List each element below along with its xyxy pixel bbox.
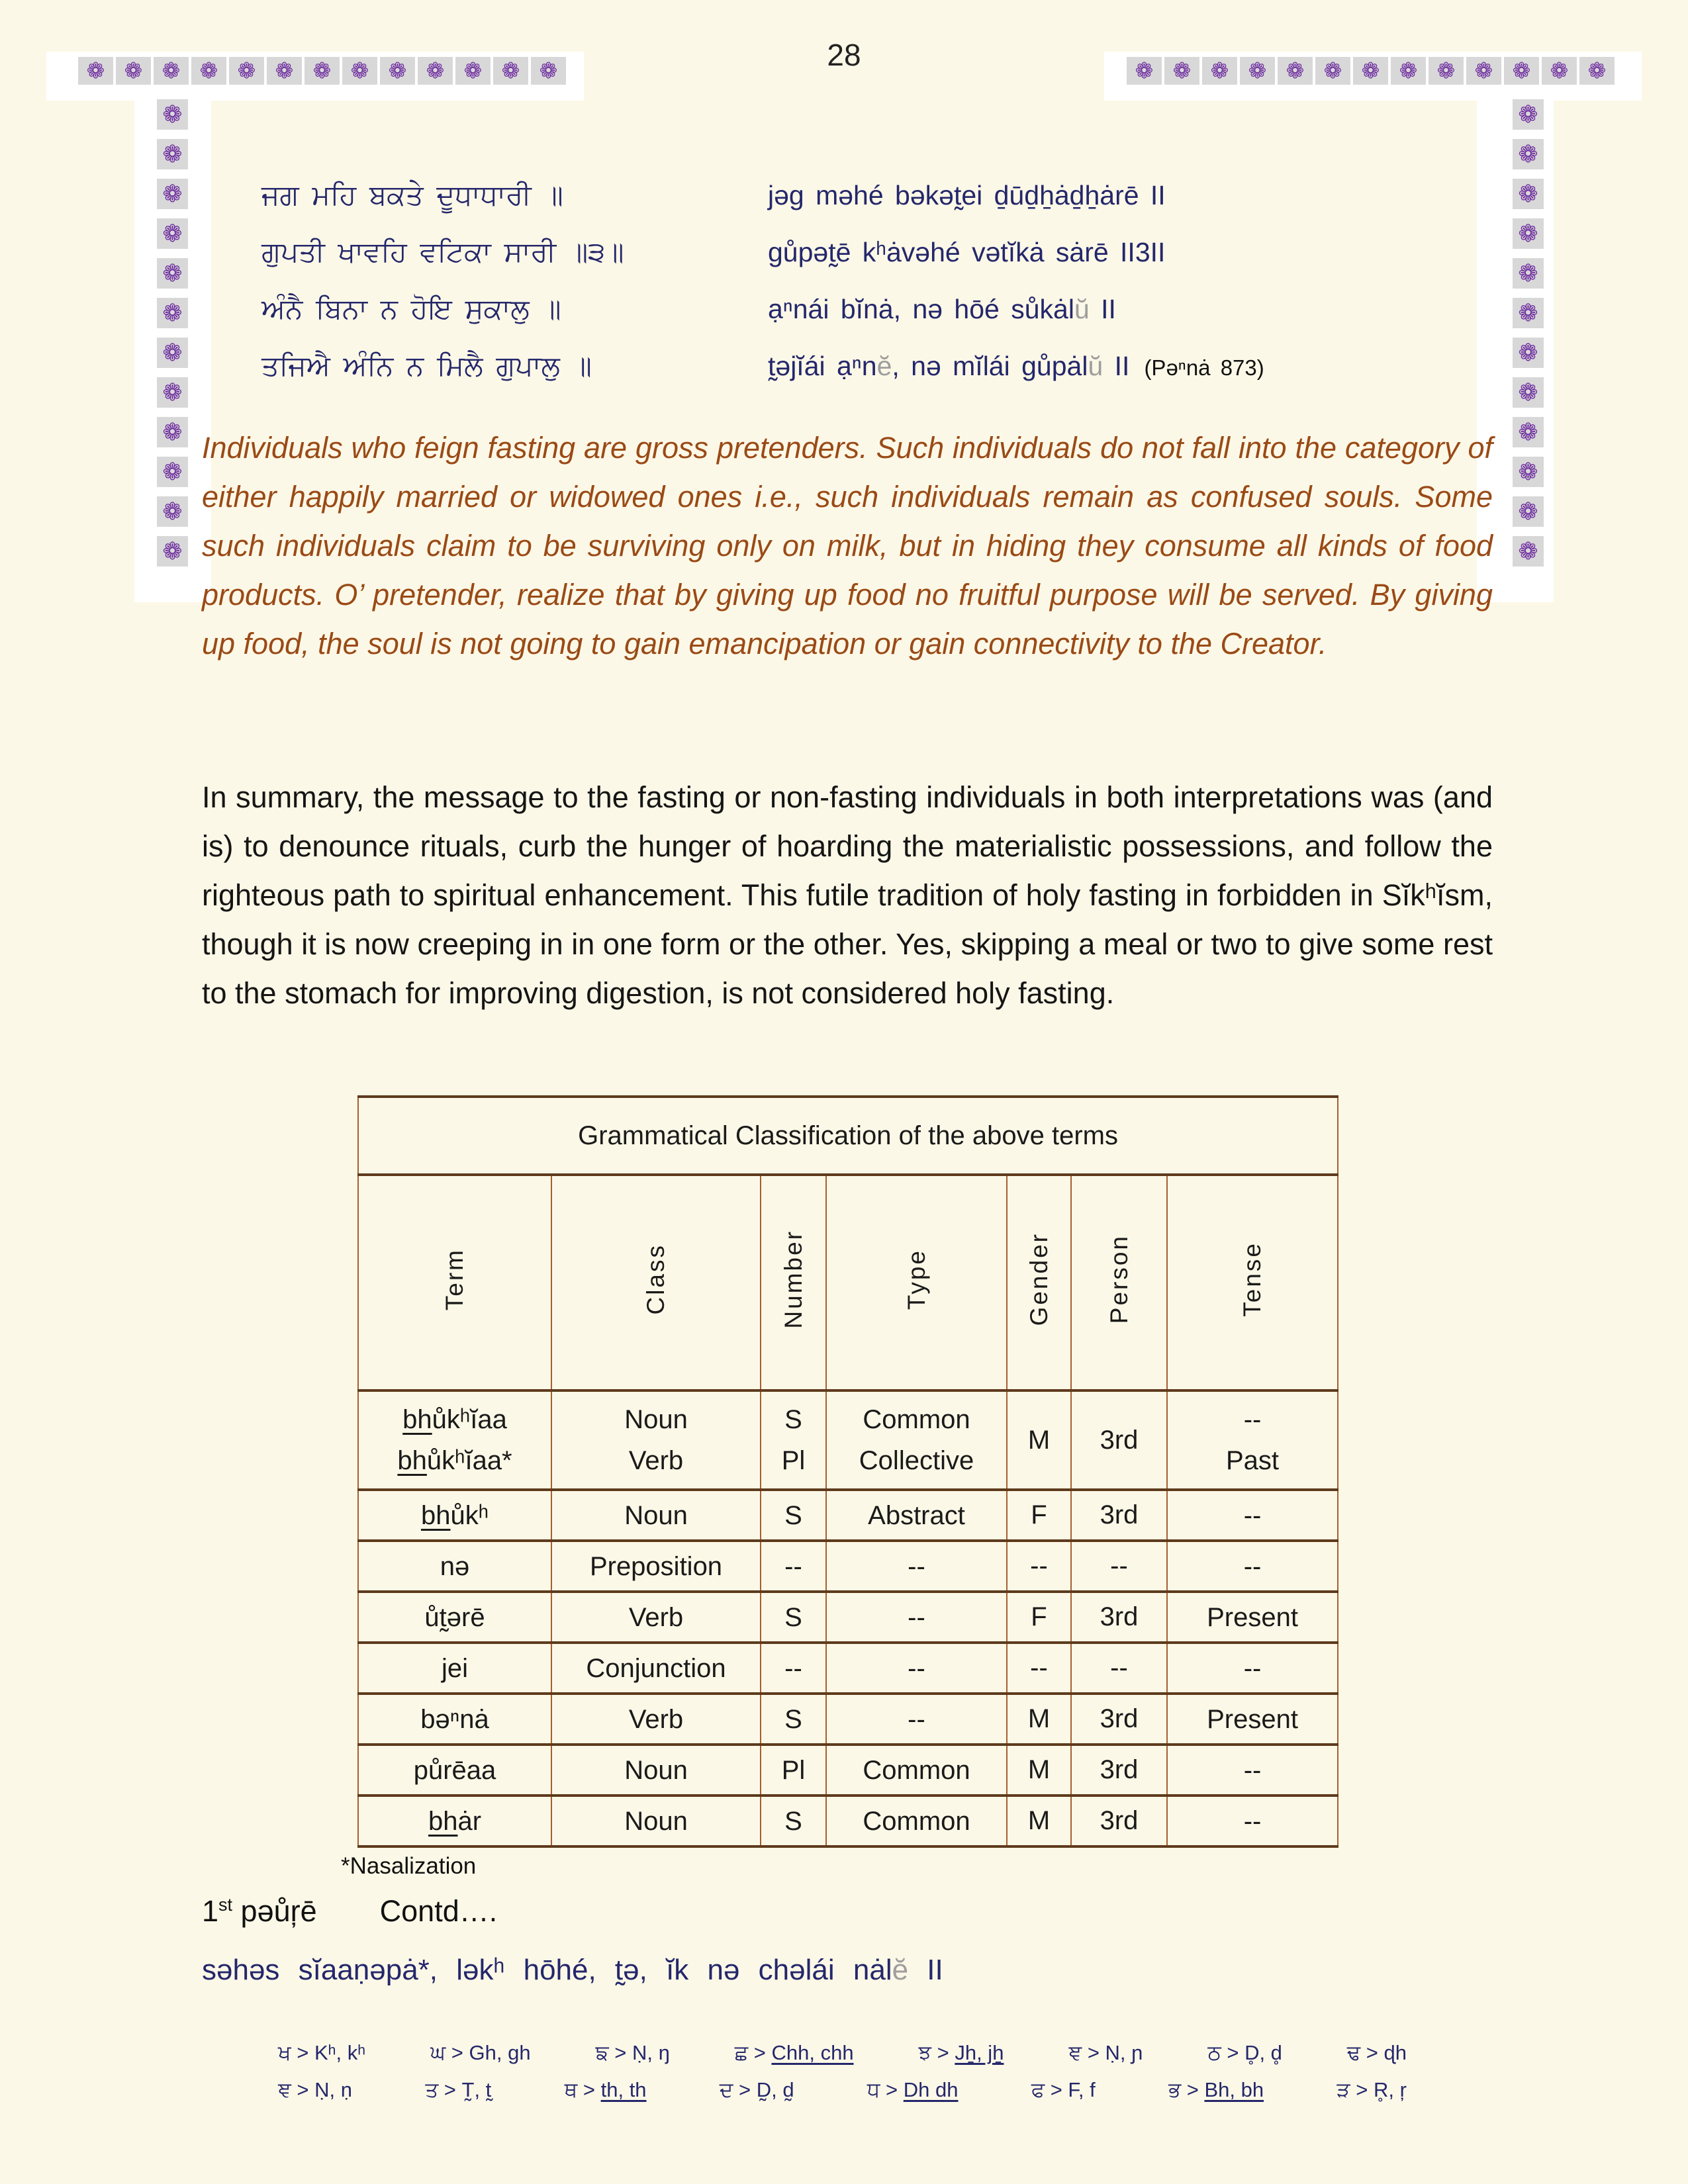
charmap-entry bbox=[1207, 2040, 1282, 2066]
flower-icon: ❁ bbox=[1513, 298, 1544, 328]
cell-text: S bbox=[784, 1806, 802, 1836]
cell-text: S bbox=[784, 1602, 802, 1632]
text-segment: ŭ bbox=[1088, 351, 1103, 381]
transliteration-line bbox=[768, 224, 1648, 281]
type-cell bbox=[826, 1694, 1007, 1745]
flower-icon: ❁ bbox=[1391, 57, 1426, 85]
maps-to-symbol: > bbox=[608, 2041, 632, 2064]
type-cell bbox=[826, 1592, 1007, 1643]
number-cell bbox=[761, 1592, 826, 1643]
text-segment: Contd…. bbox=[379, 1894, 498, 1928]
person-cell: 3rd bbox=[1071, 1390, 1167, 1490]
column-header-label: Type bbox=[902, 1248, 930, 1310]
flower-icon: ❁ bbox=[1513, 496, 1544, 527]
class-cell bbox=[551, 1694, 761, 1745]
person-cell: 3rd bbox=[1071, 1592, 1167, 1643]
column-header-label: Number bbox=[779, 1230, 807, 1329]
cell-text: Noun bbox=[624, 1500, 688, 1530]
cell-text: S bbox=[784, 1704, 802, 1734]
flower-icon: ❁ bbox=[418, 57, 453, 85]
flower-icon: ❁ bbox=[531, 57, 566, 85]
number-cell bbox=[761, 1643, 826, 1694]
flower-icon: ❁ bbox=[1542, 57, 1577, 85]
charmap-entry bbox=[430, 2040, 530, 2066]
cell-text: Abstract bbox=[868, 1500, 965, 1530]
term-cell bbox=[358, 1592, 551, 1643]
summary-paragraph: In summary, the message to the fasting or non-fasting individuals in both interpretations was (and is) to denounce rituals, curb the hunger of hoarding the materialistic possessions, and follow the righteous path to spiritual enhancement. This futile tradition of holy fasting in forbidden in Sĭkʰĭsm, though it is now creeping in in one form or the other. Yes, skipping a meal or two to give some rest to the stomach for improving digestion, is not considered holy fasting. bbox=[202, 780, 1493, 1010]
cell-text: -- bbox=[1243, 1500, 1262, 1530]
maps-to-symbol: > bbox=[291, 2041, 314, 2064]
tense-cell bbox=[1167, 1592, 1338, 1643]
latin-equivalent: T̰, t̰ bbox=[461, 2078, 492, 2101]
gurmukhi-line: ਤਜਿਐ ਅੰਨਿ ਨ ਮਿਲੈ ਗੁਪਾਲੁ ॥ bbox=[261, 350, 592, 381]
gender-cell: F bbox=[1007, 1490, 1071, 1541]
text-segment: ĕ bbox=[892, 1954, 909, 1986]
charmap-row-1 bbox=[278, 2040, 1407, 2066]
text-segment: ĕ bbox=[876, 351, 892, 381]
flower-icon: ❁ bbox=[1429, 57, 1464, 85]
term-text: bhůkʰ bbox=[420, 1500, 489, 1530]
term-text: bəⁿnȧ bbox=[420, 1704, 489, 1734]
term-text: ůt̰ərē bbox=[424, 1602, 485, 1632]
cell-text: -- bbox=[1243, 1551, 1262, 1581]
cell-text: Common bbox=[863, 1806, 970, 1836]
text-segment: jəg məhé bəkət̰ei ḏūḏẖȧḏẖȧrē II bbox=[768, 180, 1166, 210]
gender-cell: F bbox=[1007, 1592, 1071, 1643]
class-cell bbox=[551, 1541, 761, 1592]
term-text: nə bbox=[440, 1551, 470, 1581]
maps-to-symbol: > bbox=[291, 2078, 315, 2101]
latin-equivalent: R̥, ŗ bbox=[1373, 2078, 1407, 2101]
flower-icon: ❁ bbox=[157, 218, 188, 249]
tense-cell bbox=[1167, 1541, 1338, 1592]
text-segment: (Pəⁿnȧ 873) bbox=[1144, 355, 1264, 380]
flower-icon: ❁ bbox=[1504, 57, 1539, 85]
gender-cell: M bbox=[1007, 1694, 1071, 1745]
gurmukhi-letter: ੜ bbox=[1336, 2078, 1350, 2101]
class-cell bbox=[551, 1390, 761, 1490]
table-row bbox=[358, 1490, 1338, 1541]
column-header-type bbox=[826, 1175, 1007, 1390]
maps-to-symbol: > bbox=[438, 2078, 462, 2101]
charmap-entry bbox=[565, 2077, 647, 2103]
cell-text: -- bbox=[908, 1653, 925, 1683]
maps-to-symbol: > bbox=[1082, 2041, 1105, 2064]
tense-cell bbox=[1167, 1796, 1338, 1846]
cell-text: Collective bbox=[859, 1446, 974, 1475]
column-header-person bbox=[1071, 1175, 1167, 1390]
latin-equivalent: Ṇ, ŋ bbox=[632, 2041, 670, 2064]
charmap-entry bbox=[919, 2040, 1004, 2066]
flower-icon: ❁ bbox=[493, 57, 528, 85]
cell-text: Present bbox=[1207, 1602, 1298, 1632]
term-cell bbox=[358, 1796, 551, 1846]
person-cell: 3rd bbox=[1071, 1745, 1167, 1796]
maps-to-symbol: > bbox=[1045, 2078, 1068, 2101]
flower-icon: ❁ bbox=[1513, 99, 1544, 130]
charmap-entry bbox=[1168, 2077, 1264, 2103]
gurmukhi-column bbox=[261, 167, 768, 394]
charmap-entry bbox=[1347, 2040, 1407, 2066]
gurmukhi-letter: ਭ bbox=[1168, 2078, 1182, 2101]
charmap-row-2 bbox=[278, 2077, 1407, 2103]
term-text: bhȧr bbox=[428, 1806, 482, 1836]
contd-line bbox=[202, 1894, 497, 1929]
gurmukhi-letter: ਧ bbox=[867, 2078, 880, 2101]
gurmukhi-line: ਅੰਨੈ ਬਿਨਾ ਨ ਹੋਇ ਸੁਕਾਲੁ ॥ bbox=[261, 293, 561, 324]
grammar-table bbox=[357, 1095, 1338, 1848]
underlined-part: bh bbox=[428, 1806, 458, 1836]
flower-icon: ❁ bbox=[1127, 57, 1162, 85]
type-cell bbox=[826, 1541, 1007, 1592]
nasalization-note: *Nasalization bbox=[341, 1853, 477, 1879]
gurmukhi-letter: ਫ bbox=[1031, 2078, 1045, 2101]
gurmukhi-letter: ਙ bbox=[595, 2041, 609, 2064]
column-header-label: Class bbox=[642, 1244, 669, 1315]
flower-icon: ❁ bbox=[1579, 57, 1615, 85]
charmap-entry bbox=[1336, 2077, 1407, 2103]
table-row bbox=[358, 1643, 1338, 1694]
number-cell bbox=[761, 1490, 826, 1541]
column-header-label: Person bbox=[1105, 1234, 1133, 1324]
number-cell bbox=[761, 1541, 826, 1592]
tense-cell bbox=[1167, 1490, 1338, 1541]
cell-text: Pl bbox=[781, 1446, 806, 1475]
term-text: bhůkʰĭaa* bbox=[397, 1446, 512, 1475]
term-text: půrēaa bbox=[413, 1755, 496, 1785]
cell-text: Common bbox=[863, 1755, 970, 1785]
flower-icon: ❁ bbox=[1513, 377, 1544, 408]
column-header-label: Tense bbox=[1239, 1242, 1266, 1317]
gurmukhi-letter: ਞ bbox=[278, 2078, 291, 2101]
person-cell: 3rd bbox=[1071, 1490, 1167, 1541]
term-cell bbox=[358, 1643, 551, 1694]
maps-to-symbol: > bbox=[1360, 2041, 1384, 2064]
flower-border-left bbox=[157, 99, 188, 567]
flower-icon: ❁ bbox=[1513, 417, 1544, 447]
maps-to-symbol: > bbox=[931, 2041, 955, 2064]
maps-to-symbol: > bbox=[577, 2078, 601, 2101]
latin-equivalent: Ṇ, ɲ bbox=[1105, 2041, 1143, 2064]
latin-equivalent: ɖh bbox=[1383, 2041, 1407, 2064]
table-row bbox=[358, 1796, 1338, 1846]
cell-text: Noun bbox=[624, 1755, 688, 1785]
number-cell bbox=[761, 1796, 826, 1846]
flower-icon: ❁ bbox=[191, 57, 226, 85]
flower-icon: ❁ bbox=[1513, 536, 1544, 567]
table-row bbox=[358, 1592, 1338, 1643]
cell-text: -- bbox=[908, 1704, 925, 1734]
interpretation-paragraph: Individuals who feign fasting are gross pretenders. Such individuals do not fall into the category of either happily married or widowed ones i.e., such individuals remain as confused souls. Some such individuals claim to be surviving only on milk, but in hiding they consume all kinds of food products. O’ pretender, realize that by giving up food no fruitful purpose will be served. By giving up food, the soul is not going to gain emancipation or gain connectivity to the Creator. bbox=[202, 431, 1493, 660]
cell-text: Verb bbox=[628, 1446, 684, 1475]
charmap-entry bbox=[720, 2077, 794, 2103]
text-segment: pəůŗē bbox=[232, 1894, 317, 1928]
person-cell: 3rd bbox=[1071, 1796, 1167, 1846]
class-cell bbox=[551, 1643, 761, 1694]
bottom-transliteration-line bbox=[202, 1954, 943, 1987]
flower-icon: ❁ bbox=[1202, 57, 1237, 85]
charmap-entry bbox=[278, 2040, 365, 2066]
flower-icon: ❁ bbox=[157, 258, 188, 289]
maps-to-symbol: > bbox=[880, 2078, 904, 2101]
term-cell bbox=[358, 1390, 551, 1490]
cell-text: -- bbox=[908, 1551, 925, 1581]
number-cell bbox=[761, 1745, 826, 1796]
transliteration-column bbox=[768, 167, 1648, 394]
text-segment: II bbox=[908, 1954, 943, 1986]
gender-cell: -- bbox=[1007, 1643, 1071, 1694]
latin-equivalent: D̥, d̥ bbox=[1244, 2041, 1282, 2064]
table-row bbox=[358, 1745, 1338, 1796]
text-segment: II bbox=[1089, 294, 1116, 324]
gurmukhi-letter: ਘ bbox=[430, 2041, 446, 2064]
type-cell bbox=[826, 1390, 1007, 1490]
charmap-entry bbox=[867, 2077, 959, 2103]
cell-text: Past bbox=[1226, 1446, 1280, 1475]
flower-icon: ❁ bbox=[78, 57, 113, 85]
cell-text: Common bbox=[863, 1405, 970, 1434]
flower-icon: ❁ bbox=[1513, 258, 1544, 289]
number-cell bbox=[761, 1694, 826, 1745]
text-segment: st bbox=[218, 1895, 233, 1915]
cell-text: Conjunction bbox=[586, 1653, 726, 1683]
text-segment: 1 bbox=[202, 1894, 219, 1928]
table-title-row bbox=[358, 1097, 1338, 1175]
table-row bbox=[358, 1541, 1338, 1592]
class-cell bbox=[551, 1745, 761, 1796]
cell-text: -- bbox=[784, 1551, 802, 1581]
flower-icon: ❁ bbox=[1513, 139, 1544, 169]
gurmukhi-letter: ਢ bbox=[1346, 2041, 1361, 2064]
text-segment: , nə mĭlái gůpȧl bbox=[892, 351, 1088, 381]
gurmukhi-letter: ਥ bbox=[564, 2078, 578, 2101]
maps-to-symbol: > bbox=[445, 2041, 469, 2064]
charmap-entry bbox=[1068, 2040, 1143, 2066]
text-segment: t̰əjĭái ạⁿn bbox=[768, 351, 877, 381]
flower-icon: ❁ bbox=[154, 57, 189, 85]
number-cell bbox=[761, 1390, 826, 1490]
transliteration-line bbox=[768, 338, 1648, 394]
tense-cell bbox=[1167, 1390, 1338, 1490]
flower-icon: ❁ bbox=[1164, 57, 1199, 85]
gender-cell: M bbox=[1007, 1390, 1071, 1490]
cell-text: Verb bbox=[628, 1602, 684, 1632]
flower-icon: ❁ bbox=[157, 417, 188, 447]
flower-icon: ❁ bbox=[157, 457, 188, 487]
gurmukhi-letter: ਞ bbox=[1068, 2041, 1082, 2064]
latin-equivalent: F, f bbox=[1068, 2078, 1096, 2101]
cell-text: Present bbox=[1207, 1704, 1298, 1734]
latin-equivalent: Kʰ, kʰ bbox=[314, 2041, 366, 2064]
gurmukhi-letter: ਛ bbox=[734, 2041, 749, 2064]
flower-icon: ❁ bbox=[157, 496, 188, 527]
flower-icon: ❁ bbox=[157, 377, 188, 408]
flower-icon: ❁ bbox=[157, 338, 188, 368]
gender-cell: M bbox=[1007, 1745, 1071, 1796]
tense-cell bbox=[1167, 1745, 1338, 1796]
gender-cell: M bbox=[1007, 1796, 1071, 1846]
cell-text: Verb bbox=[628, 1704, 684, 1734]
charmap-entry bbox=[596, 2040, 670, 2066]
gurmukhi-letter: ਦ bbox=[719, 2078, 733, 2101]
tense-cell bbox=[1167, 1643, 1338, 1694]
charmap-entry bbox=[425, 2077, 491, 2103]
gender-cell: -- bbox=[1007, 1541, 1071, 1592]
charmap-entry bbox=[735, 2040, 854, 2066]
cell-text: -- bbox=[1243, 1653, 1262, 1683]
maps-to-symbol: > bbox=[733, 2078, 757, 2101]
flower-icon: ❁ bbox=[455, 57, 491, 85]
flower-icon: ❁ bbox=[157, 536, 188, 567]
latin-equivalent: Bh, bh bbox=[1204, 2078, 1264, 2101]
cell-text: -- bbox=[1243, 1755, 1262, 1785]
cell-text: S bbox=[784, 1500, 802, 1530]
column-header-tense bbox=[1167, 1175, 1338, 1390]
class-cell bbox=[551, 1592, 761, 1643]
flower-icon: ❁ bbox=[157, 298, 188, 328]
term-cell bbox=[358, 1541, 551, 1592]
column-header-label: Term bbox=[441, 1248, 468, 1311]
transliteration-line bbox=[768, 167, 1648, 224]
cell-text: -- bbox=[908, 1602, 925, 1632]
flower-icon: ❁ bbox=[1278, 57, 1313, 85]
gurmukhi-line: ਜਗ ਮਹਿ ਬਕਤੇ ਦੂਧਾਧਾਰੀ ॥ bbox=[261, 179, 563, 210]
text-segment: ŭ bbox=[1074, 294, 1090, 324]
cell-text: Noun bbox=[624, 1405, 688, 1434]
maps-to-symbol: > bbox=[1221, 2041, 1245, 2064]
term-cell bbox=[358, 1745, 551, 1796]
underlined-part: bh bbox=[402, 1405, 432, 1434]
latin-equivalent: Gh, gh bbox=[469, 2041, 531, 2064]
underlined-part: bh bbox=[397, 1446, 427, 1475]
cell-text: -- bbox=[784, 1653, 802, 1683]
flower-icon: ❁ bbox=[1513, 338, 1544, 368]
charmap-entry bbox=[278, 2077, 352, 2103]
text-segment: gůpət̰ē kʰȧvəhé vətĭkȧ sȧrē II3II bbox=[768, 237, 1166, 267]
flower-icon: ❁ bbox=[1466, 57, 1501, 85]
person-cell: 3rd bbox=[1071, 1694, 1167, 1745]
maps-to-symbol: > bbox=[1350, 2078, 1374, 2101]
charmap-entry bbox=[1031, 2077, 1096, 2103]
table-row bbox=[358, 1694, 1338, 1745]
class-cell bbox=[551, 1796, 761, 1846]
cell-text: Noun bbox=[624, 1806, 688, 1836]
latin-equivalent: th, th bbox=[600, 2078, 647, 2101]
column-header-gender bbox=[1007, 1175, 1071, 1390]
text-segment: ạⁿnái bĭnȧ, nə hōé sůkȧl bbox=[768, 294, 1074, 324]
type-cell bbox=[826, 1643, 1007, 1694]
flower-icon: ❁ bbox=[380, 57, 415, 85]
latin-equivalent: D̰, d̰ bbox=[756, 2078, 794, 2101]
flower-icon: ❁ bbox=[1240, 57, 1275, 85]
flower-icon: ❁ bbox=[157, 139, 188, 169]
table-header-row bbox=[358, 1175, 1338, 1390]
table-row bbox=[358, 1390, 1338, 1490]
flower-icon: ❁ bbox=[1513, 179, 1544, 209]
flower-icon: ❁ bbox=[229, 57, 264, 85]
flower-icon: ❁ bbox=[116, 57, 151, 85]
term-text: jei bbox=[441, 1653, 469, 1683]
type-cell bbox=[826, 1490, 1007, 1541]
term-cell bbox=[358, 1694, 551, 1745]
cell-text: Preposition bbox=[589, 1551, 723, 1581]
column-header-label: Gender bbox=[1025, 1232, 1053, 1326]
latin-equivalent: Jẖ, jẖ bbox=[955, 2041, 1004, 2064]
gurmukhi-letter: ਖ bbox=[278, 2041, 291, 2064]
tense-cell bbox=[1167, 1694, 1338, 1745]
maps-to-symbol: > bbox=[748, 2041, 772, 2064]
page-number: 28 bbox=[827, 38, 861, 72]
column-header-term bbox=[358, 1175, 551, 1390]
flower-icon: ❁ bbox=[1513, 457, 1544, 487]
cell-text: -- bbox=[1243, 1806, 1262, 1836]
flower-icon: ❁ bbox=[157, 179, 188, 209]
flower-icon: ❁ bbox=[267, 57, 302, 85]
person-cell: -- bbox=[1071, 1541, 1167, 1592]
gurmukhi-letter: ਠ bbox=[1207, 2041, 1221, 2064]
type-cell bbox=[826, 1745, 1007, 1796]
verse-section bbox=[261, 167, 1648, 394]
person-cell: -- bbox=[1071, 1643, 1167, 1694]
column-header-number bbox=[761, 1175, 826, 1390]
cell-text: -- bbox=[1243, 1405, 1262, 1434]
text-segment: səhəs sĭaaṇəpȧ*, ləkʰ hōhé, t̰ə, ĭk nə chəlái nȧl bbox=[202, 1954, 892, 1986]
cell-text: S bbox=[784, 1405, 802, 1434]
underlined-part: bh bbox=[420, 1500, 451, 1530]
flower-icon: ❁ bbox=[1353, 57, 1388, 85]
column-header-class bbox=[551, 1175, 761, 1390]
flower-icon: ❁ bbox=[305, 57, 340, 85]
gurmukhi-letter: ਝ bbox=[918, 2041, 931, 2064]
text-segment: II bbox=[1103, 351, 1130, 381]
latin-equivalent: Chh, chh bbox=[771, 2041, 854, 2064]
gurmukhi-letter: ਤ bbox=[425, 2078, 439, 2101]
flower-icon: ❁ bbox=[1513, 218, 1544, 249]
cell-text: Pl bbox=[781, 1755, 806, 1785]
latin-equivalent: Dh dh bbox=[903, 2078, 959, 2101]
maps-to-symbol: > bbox=[1181, 2078, 1205, 2101]
flower-icon: ❁ bbox=[342, 57, 377, 85]
transliteration-line bbox=[768, 281, 1648, 338]
flower-icon: ❁ bbox=[1315, 57, 1350, 85]
flower-icon: ❁ bbox=[157, 99, 188, 130]
type-cell bbox=[826, 1796, 1007, 1846]
term-cell bbox=[358, 1490, 551, 1541]
class-cell bbox=[551, 1490, 761, 1541]
gurmukhi-line: ਗੁਪਤੀ ਖਾਵਹਿ ਵਟਿਕਾ ਸਾਰੀ ॥੩॥ bbox=[261, 236, 624, 267]
term-text: bhůkʰĭaa bbox=[402, 1405, 507, 1434]
table-title: Grammatical Classification of the above terms bbox=[358, 1097, 1338, 1175]
latin-equivalent: Ṇ, ṇ bbox=[314, 2078, 353, 2101]
